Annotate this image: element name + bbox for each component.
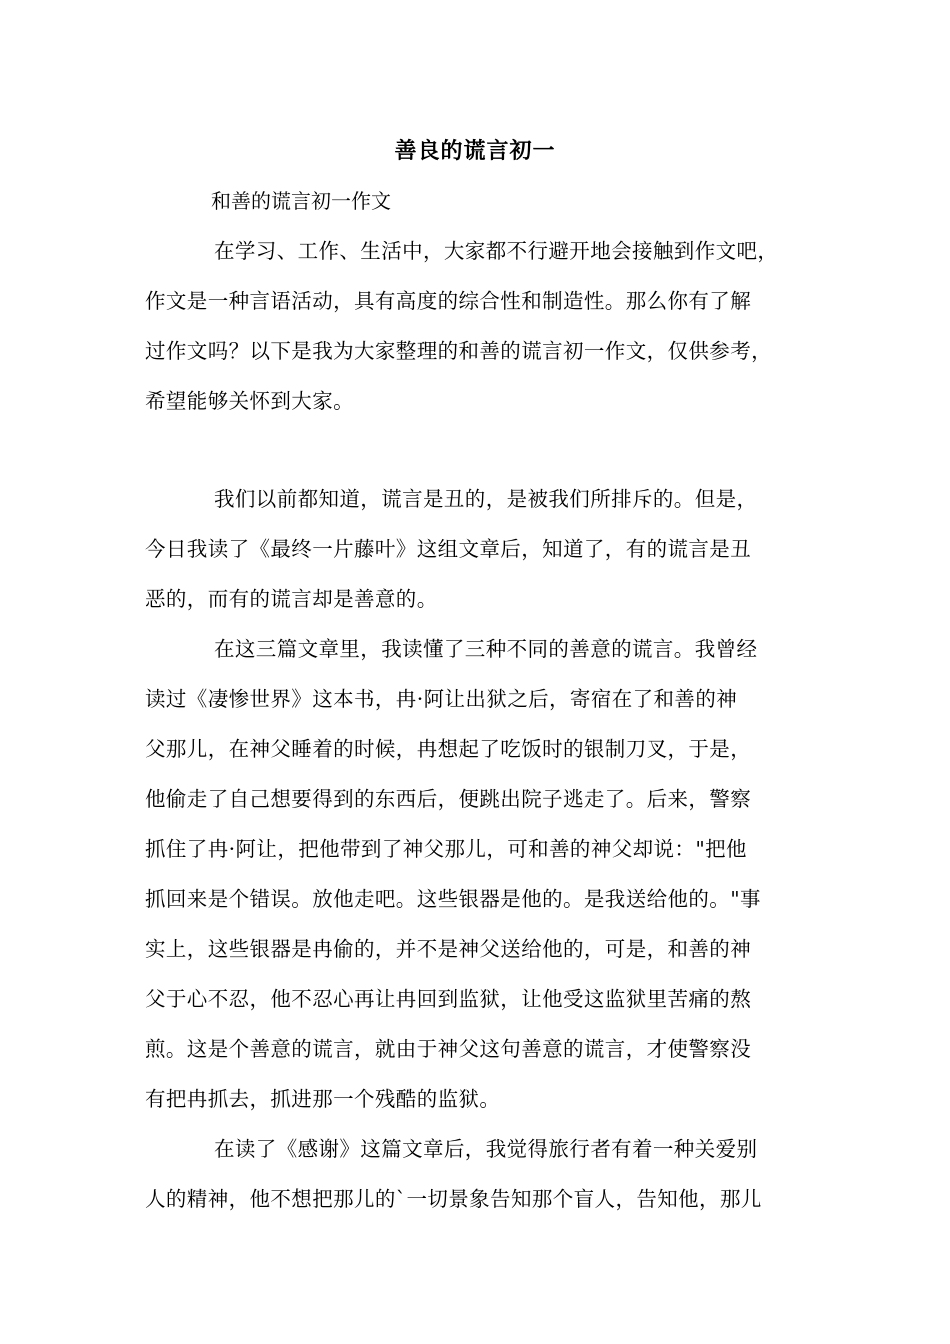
paragraph-line: 煎。这是个善意的谎言，就由于神父这句善意的谎言，才使警察没 — [145, 1037, 752, 1061]
paragraph-line: 有把冉抓去，抓进那一个残酷的监狱。 — [145, 1087, 501, 1111]
paragraph-line: 实上，这些银器是冉偷的，并不是神父送给他的，可是，和善的神 — [145, 937, 752, 961]
paragraph-line: 读过《凄惨世界》这本书，冉·阿让出狱之后，寄宿在了和善的神 — [145, 687, 738, 711]
paragraph-line: 父于心不忍，他不忍心再让冉回到监狱，让他受这监狱里苦痛的熬 — [145, 987, 752, 1011]
paragraph-line: 在学习、工作、生活中，大家都不行避开地会接触到作文吧， — [214, 239, 779, 263]
paragraph-line: 过作文吗？以下是我为大家整理的和善的谎言初一作文，仅供参考， — [145, 339, 772, 363]
document-title: 善良的谎言初一 — [394, 138, 556, 164]
paragraph-line: 恶的，而有的谎言却是善意的。 — [145, 587, 438, 611]
paragraph-line: 抓住了冉·阿让，把他带到了神父那儿，可和善的神父却说："把他 — [145, 837, 747, 861]
paragraph-line: 作文是一种言语活动，具有高度的综合性和制造性。那么你有了解 — [145, 289, 752, 313]
paragraph-line: 我们以前都知道，谎言是丑的，是被我们所排斥的。但是， — [214, 487, 758, 511]
paragraph-line: 他偷走了自己想要得到的东西后，便跳出院子逃走了。后来，警察 — [145, 787, 752, 811]
paragraph-line: 今日我读了《最终一片藤叶》这组文章后，知道了，有的谎言是丑 — [145, 537, 752, 561]
paragraph-line: 在这三篇文章里，我读懂了三种不同的善意的谎言。我曾经 — [214, 637, 758, 661]
paragraph-line: 父那儿，在神父睡着的时候，冉想起了吃饭时的银制刀叉，于是， — [145, 737, 752, 761]
paragraph-line: 在读了《感谢》这篇文章后，我觉得旅行者有着一种关爱别 — [214, 1137, 758, 1161]
paragraph-line: 人的精神，他不想把那儿的`一切景象告知那个盲人，告知他，那儿 — [145, 1187, 762, 1211]
paragraph-line: 抓回来是个错误。放他走吧。这些银器是他的。是我送给他的。"事 — [145, 887, 761, 911]
paragraph-line: 希望能够关怀到大家。 — [145, 389, 354, 413]
document-subtitle: 和善的谎言初一作文 — [211, 189, 391, 213]
